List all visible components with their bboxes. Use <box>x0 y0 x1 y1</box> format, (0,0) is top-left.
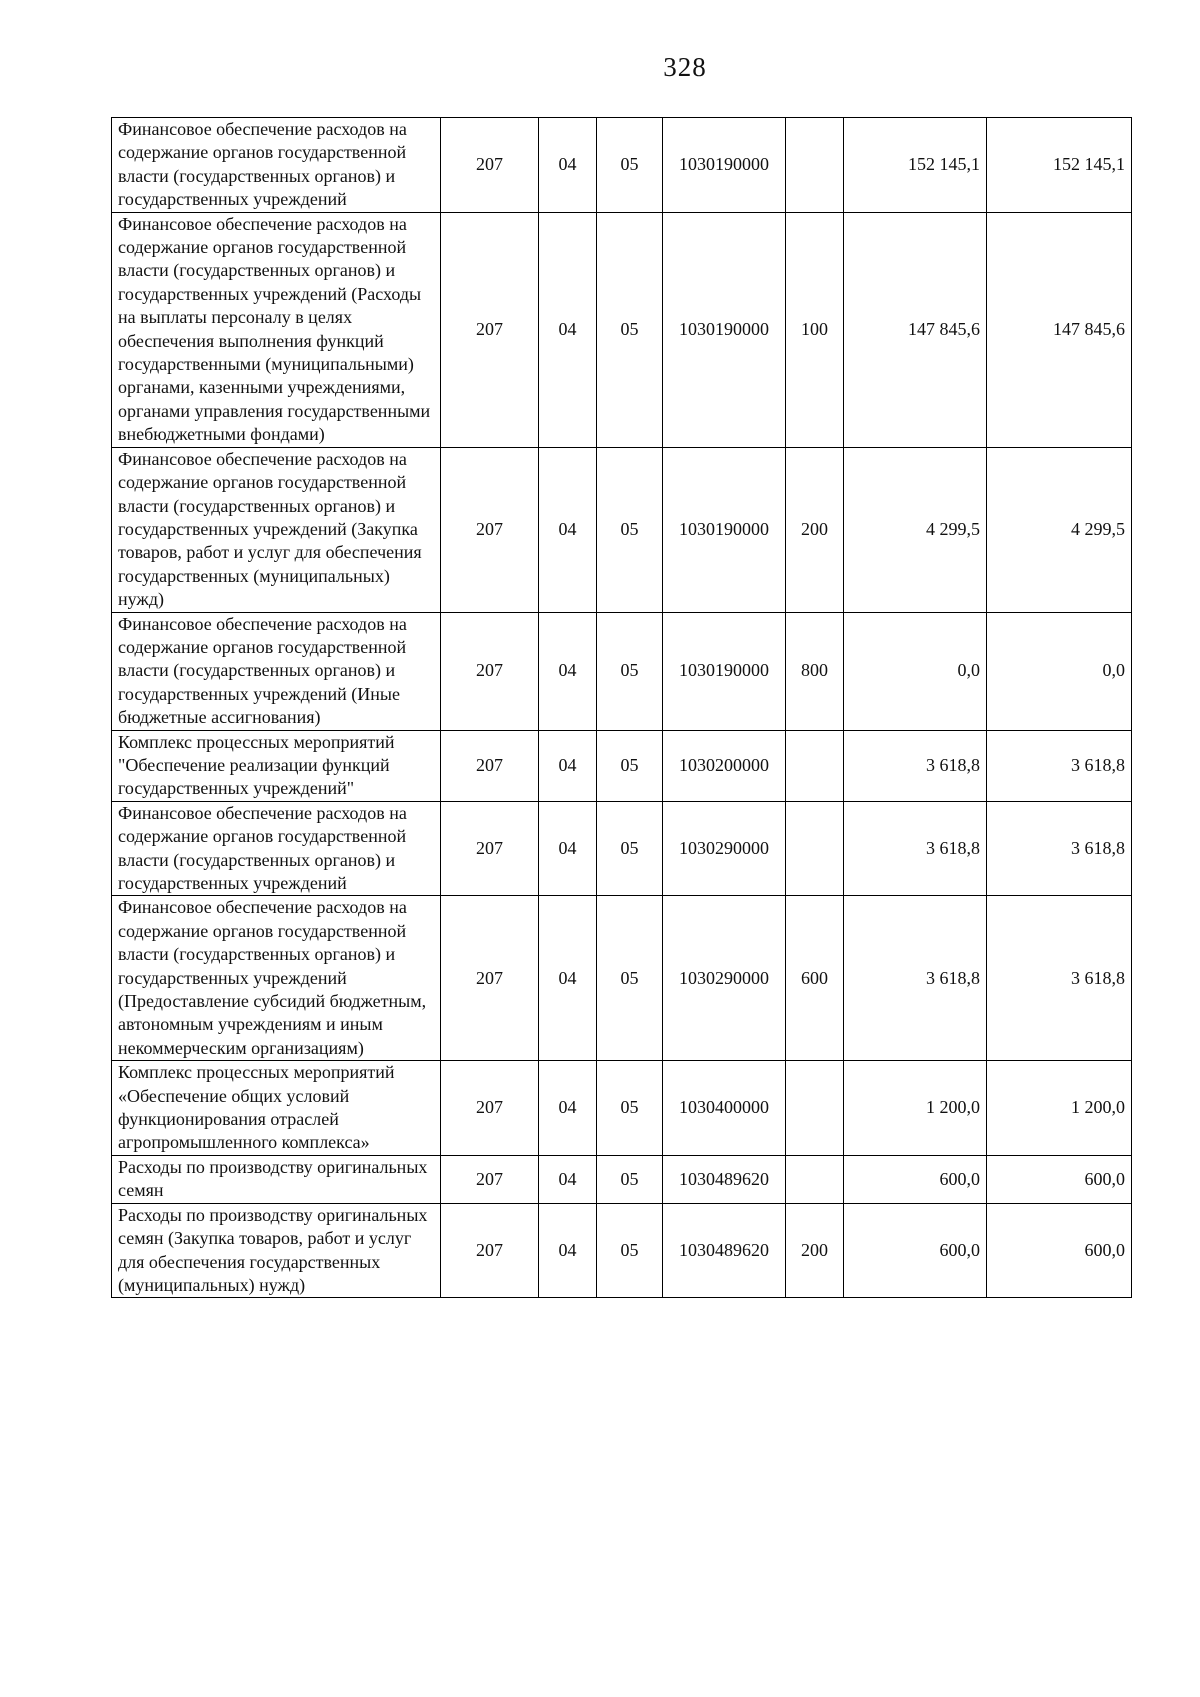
subsection-code: 05 <box>597 118 663 213</box>
table-row <box>112 896 1132 1061</box>
subsection-code: 05 <box>597 447 663 612</box>
expense-type-code: 100 <box>786 212 844 447</box>
target-article-code: 1030290000 <box>663 801 786 896</box>
table-row <box>112 118 1132 213</box>
amount-year-1: 3 618,8 <box>844 801 987 896</box>
table-row <box>112 212 1132 447</box>
subsection-code: 05 <box>597 612 663 730</box>
ministry-code: 207 <box>441 801 539 896</box>
budget-table <box>111 117 1132 1298</box>
amount-year-1: 3 618,8 <box>844 730 987 801</box>
amount-year-2: 3 618,8 <box>987 730 1132 801</box>
table-row <box>112 801 1132 896</box>
amount-year-2: 600,0 <box>987 1155 1132 1203</box>
table-row <box>112 447 1132 612</box>
section-code: 04 <box>539 612 597 730</box>
ministry-code: 207 <box>441 1061 539 1156</box>
ministry-code: 207 <box>441 212 539 447</box>
subsection-code: 05 <box>597 1203 663 1298</box>
section-code: 04 <box>539 118 597 213</box>
expense-type-code: 800 <box>786 612 844 730</box>
target-article-code: 1030400000 <box>663 1061 786 1156</box>
ministry-code: 207 <box>441 1203 539 1298</box>
amount-year-2: 3 618,8 <box>987 896 1132 1061</box>
amount-year-1: 3 618,8 <box>844 896 987 1061</box>
section-code: 04 <box>539 896 597 1061</box>
expense-name: Финансовое обеспечение расходов на содержание органов государственной власти (государственных органов) и государственных учреждений (Иные бюджетные ассигнования) <box>112 612 441 730</box>
subsection-code: 05 <box>597 212 663 447</box>
section-code: 04 <box>539 1203 597 1298</box>
expense-name: Финансовое обеспечение расходов на содержание органов государственной власти (государственных органов) и государственных учреждений (Расходы на выплаты персоналу в целях обеспечения выполнения функций государственными (муниципальными) органами, казенными учреждениями, органами управления государственными внебюджетными фондами) <box>112 212 441 447</box>
expense-type-code <box>786 1061 844 1156</box>
amount-year-2: 600,0 <box>987 1203 1132 1298</box>
ministry-code: 207 <box>441 612 539 730</box>
amount-year-2: 0,0 <box>987 612 1132 730</box>
table-body <box>112 118 1132 1298</box>
expense-name: Финансовое обеспечение расходов на содержание органов государственной власти (государственных органов) и государственных учреждений <box>112 801 441 896</box>
amount-year-2: 1 200,0 <box>987 1061 1132 1156</box>
ministry-code: 207 <box>441 730 539 801</box>
expense-name: Расходы по производству оригинальных семян <box>112 1155 441 1203</box>
target-article-code: 1030190000 <box>663 212 786 447</box>
subsection-code: 05 <box>597 1155 663 1203</box>
target-article-code: 1030190000 <box>663 118 786 213</box>
expense-type-code <box>786 118 844 213</box>
ministry-code: 207 <box>441 447 539 612</box>
target-article-code: 1030190000 <box>663 612 786 730</box>
expense-type-code <box>786 1155 844 1203</box>
expense-name: Комплекс процессных мероприятий "Обеспечение реализации функций государственных учреждений" <box>112 730 441 801</box>
table-row <box>112 612 1132 730</box>
target-article-code: 1030489620 <box>663 1155 786 1203</box>
amount-year-2: 4 299,5 <box>987 447 1132 612</box>
table-row <box>112 1203 1132 1298</box>
subsection-code: 05 <box>597 801 663 896</box>
amount-year-2: 147 845,6 <box>987 212 1132 447</box>
expense-name: Финансовое обеспечение расходов на содержание органов государственной власти (государственных органов) и государственных учреждений (Закупка товаров, работ и услуг для обеспечения государственных (муниципальных) нужд) <box>112 447 441 612</box>
target-article-code: 1030290000 <box>663 896 786 1061</box>
amount-year-2: 3 618,8 <box>987 801 1132 896</box>
ministry-code: 207 <box>441 896 539 1061</box>
table-row <box>112 1061 1132 1156</box>
amount-year-1: 600,0 <box>844 1203 987 1298</box>
expense-type-code <box>786 730 844 801</box>
expense-name: Расходы по производству оригинальных семян (Закупка товаров, работ и услуг для обеспечения государственных (муниципальных) нужд) <box>112 1203 441 1298</box>
subsection-code: 05 <box>597 896 663 1061</box>
target-article-code: 1030200000 <box>663 730 786 801</box>
target-article-code: 1030190000 <box>663 447 786 612</box>
expense-name: Финансовое обеспечение расходов на содержание органов государственной власти (государственных органов) и государственных учреждений <box>112 118 441 213</box>
section-code: 04 <box>539 1155 597 1203</box>
table-row <box>112 730 1132 801</box>
section-code: 04 <box>539 801 597 896</box>
expense-type-code: 200 <box>786 447 844 612</box>
amount-year-1: 600,0 <box>844 1155 987 1203</box>
section-code: 04 <box>539 447 597 612</box>
subsection-code: 05 <box>597 1061 663 1156</box>
expense-type-code: 200 <box>786 1203 844 1298</box>
expense-name: Финансовое обеспечение расходов на содержание органов государственной власти (государственных органов) и государственных учреждений (Предоставление субсидий бюджетным, автономным учреждениям и иным некоммерческим организациям) <box>112 896 441 1061</box>
ministry-code: 207 <box>441 1155 539 1203</box>
ministry-code: 207 <box>441 118 539 213</box>
amount-year-1: 152 145,1 <box>844 118 987 213</box>
table-row <box>112 1155 1132 1203</box>
amount-year-1: 147 845,6 <box>844 212 987 447</box>
section-code: 04 <box>539 1061 597 1156</box>
expense-type-code: 600 <box>786 896 844 1061</box>
expense-type-code <box>786 801 844 896</box>
expense-name: Комплекс процессных мероприятий «Обеспечение общих условий функционирования отраслей агропромышленного комплекса» <box>112 1061 441 1156</box>
section-code: 04 <box>539 212 597 447</box>
amount-year-1: 0,0 <box>844 612 987 730</box>
amount-year-1: 4 299,5 <box>844 447 987 612</box>
amount-year-2: 152 145,1 <box>987 118 1132 213</box>
subsection-code: 05 <box>597 730 663 801</box>
section-code: 04 <box>539 730 597 801</box>
amount-year-1: 1 200,0 <box>844 1061 987 1156</box>
target-article-code: 1030489620 <box>663 1203 786 1298</box>
page-number: 328 <box>663 52 707 82</box>
